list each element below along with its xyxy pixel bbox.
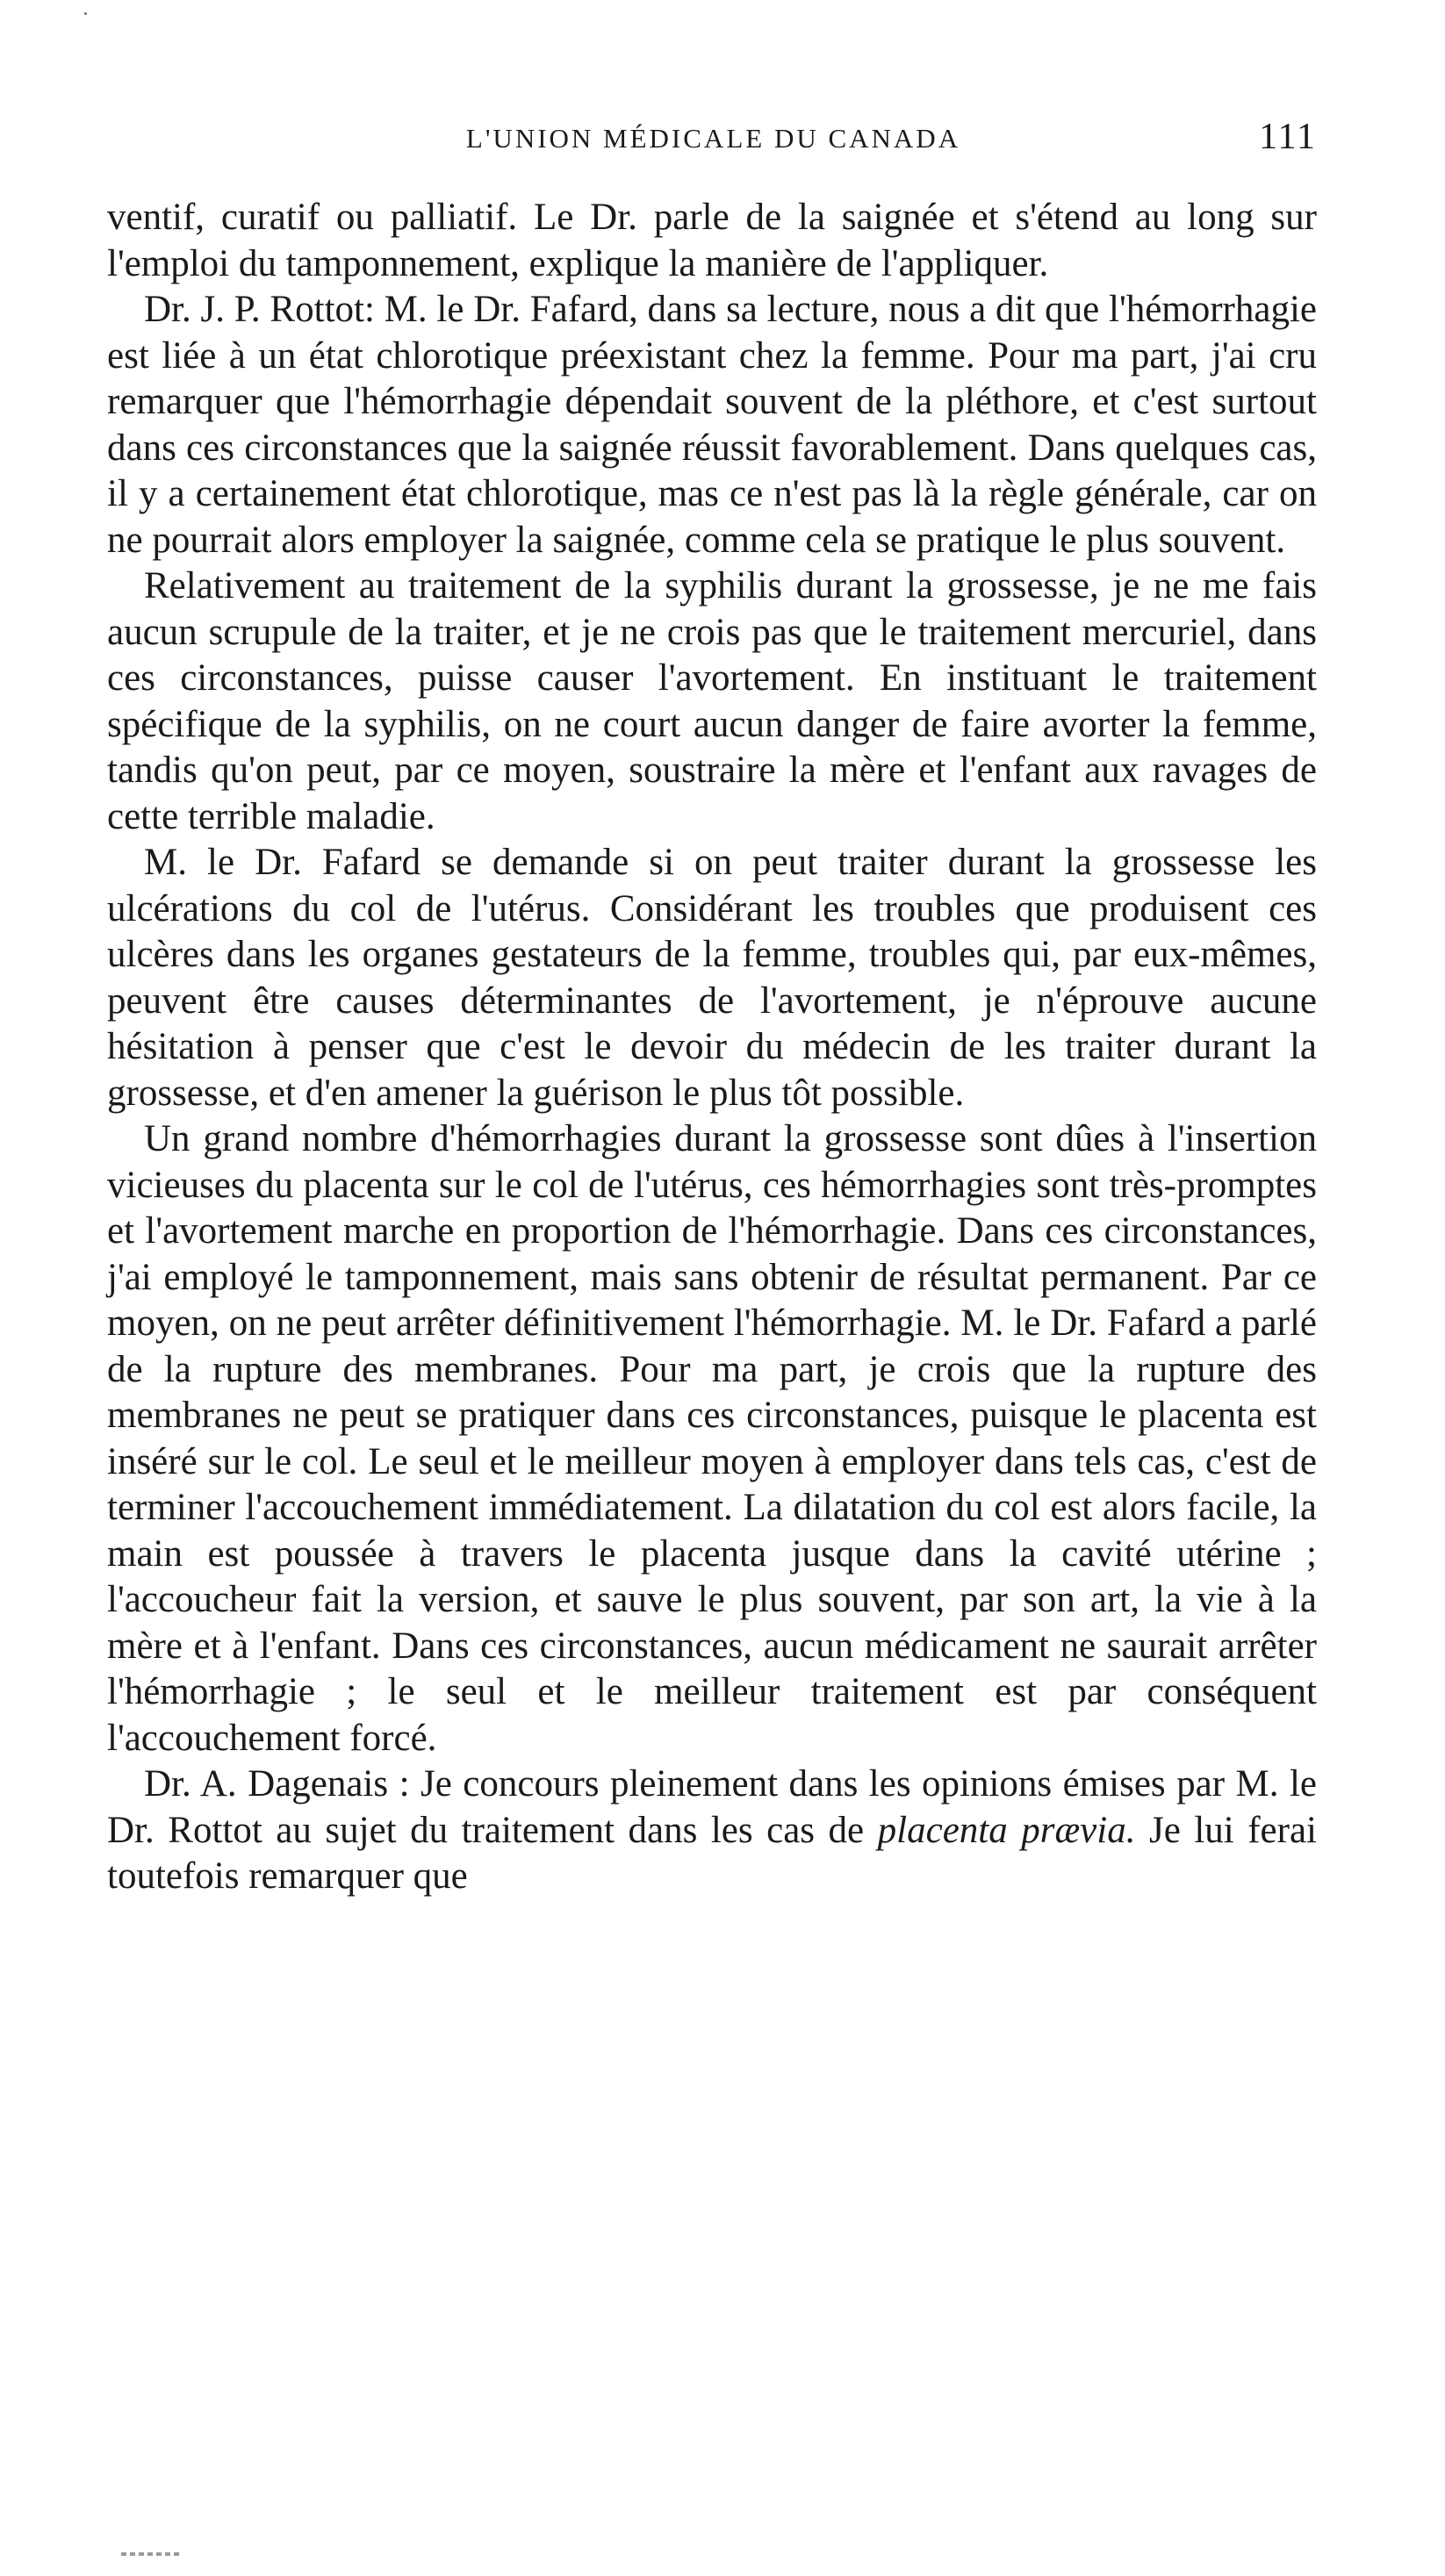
dagenais-text-end: Je lui ferai toutefois remarquer que <box>107 1809 1317 1897</box>
paragraph-dagenais <box>107 1762 1317 1900</box>
imprint-dot <box>147 2552 153 2556</box>
article-body <box>107 195 1317 1900</box>
imprint-dot <box>165 2552 170 2556</box>
paragraph-continuation: ventif, curatif ou palliatif. Le Dr. parle de la saignée et s'étend au long sur l'emploi du tamponnement, explique la manière de l'appliquer. <box>107 197 1317 284</box>
paper-speck <box>84 12 87 15</box>
imprint-dot <box>139 2552 144 2556</box>
running-head <box>110 116 1317 169</box>
running-title: L'UNION MÉDICALE DU CANADA <box>465 123 961 154</box>
page-number: 111 <box>1259 117 1317 157</box>
placenta-praevia-term: placenta prævia. <box>877 1809 1136 1851</box>
imprint-dot <box>174 2552 179 2556</box>
imprint-mark <box>121 2552 226 2561</box>
imprint-dot <box>121 2552 126 2556</box>
paragraph-hemorrhagies: Un grand nombre d'hémorrhagies durant la grossesse sont dûes à l'insertion vicieuses du placenta sur le col de l'utérus, ces hémorrhagies sont très-promptes et l'avortement marche en proportion de l'hémorrhagie. Dans ces circonstances, j'ai employé le tamponnement, mais sans obtenir de résultat permanent. Par ce moyen, on ne peut arrêter définitivement l'hémorrhagie. M. le Dr. Fafard a parlé de la rupture des membranes. Pour ma part, je crois que la rupture des membranes ne peut se pratiquer dans ces circonstances, puisque le placenta est inséré sur le col. Le seul et le meilleur moyen à employer dans tels cas, c'est de terminer l'accouchement immédiatement. La dilatation du col est alors facile, la main est poussée à travers le placenta jusque dans la cavité utérine ; l'accoucheur fait la version, et sauve le plus souvent, par son art, la vie à la mère et à l'enfant. Dans ces circonstances, aucun médicament ne saurait arrêter l'hémorrhagie ; le seul et le meilleur traitement est par conséquent l'accouchement forcé. <box>107 1118 1317 1759</box>
imprint-dot <box>130 2552 135 2556</box>
paragraph-ulcerations: M. le Dr. Fafard se demande si on peut traiter durant la grossesse les ulcérations du col de l'utérus. Considérant les troubles que produisent ces ulcères dans les organes gestateurs de la femme, troubles qui, par eux-mêmes, peuvent être causes déterminantes de l'avortement, je n'éprouve aucune hésitation à penser que c'est le devoir du médecin de les traiter durant la grossesse, et d'en amener la guérison le plus tôt possible. <box>107 842 1317 1114</box>
paragraph-syphilis: Relativement au traitement de la syphilis durant la grossesse, je ne me fais aucun scrupule de la traiter, et je ne crois pas que le traitement mercuriel, dans ces circonstances, puisse causer l'avortement. En instituant le traitement spécifique de la syphilis, on ne court aucun danger de faire avorter la femme, tandis qu'on peut, par ce moyen, soustraire la mère et l'enfant aux ravages de cette terrible maladie. <box>107 565 1317 837</box>
paragraph-rottot-intro: Dr. J. P. Rottot: M. le Dr. Fafard, dans sa lecture, nous a dit que l'hémorrhagie est liée à un état chlorotique préexistant chez la femme. Pour ma part, j'ai cru remarquer que l'hémorrhagie dépendait souvent de la pléthore, et c'est surtout dans ces circonstances que la saignée réussit favorablement. Dans quelques cas, il y a certainement état chlorotique, mas ce n'est pas là la règle générale, car on ne pourrait alors employer la saignée, comme cela se pratique le plus souvent. <box>107 289 1317 561</box>
dagenais-text-start: Dr. A. Dagenais : Je concours pleinement dans les opinions émises par M. le Dr. Rottot au sujet du traitement dans les cas de <box>107 1763 1317 1851</box>
imprint-dot <box>156 2552 162 2556</box>
